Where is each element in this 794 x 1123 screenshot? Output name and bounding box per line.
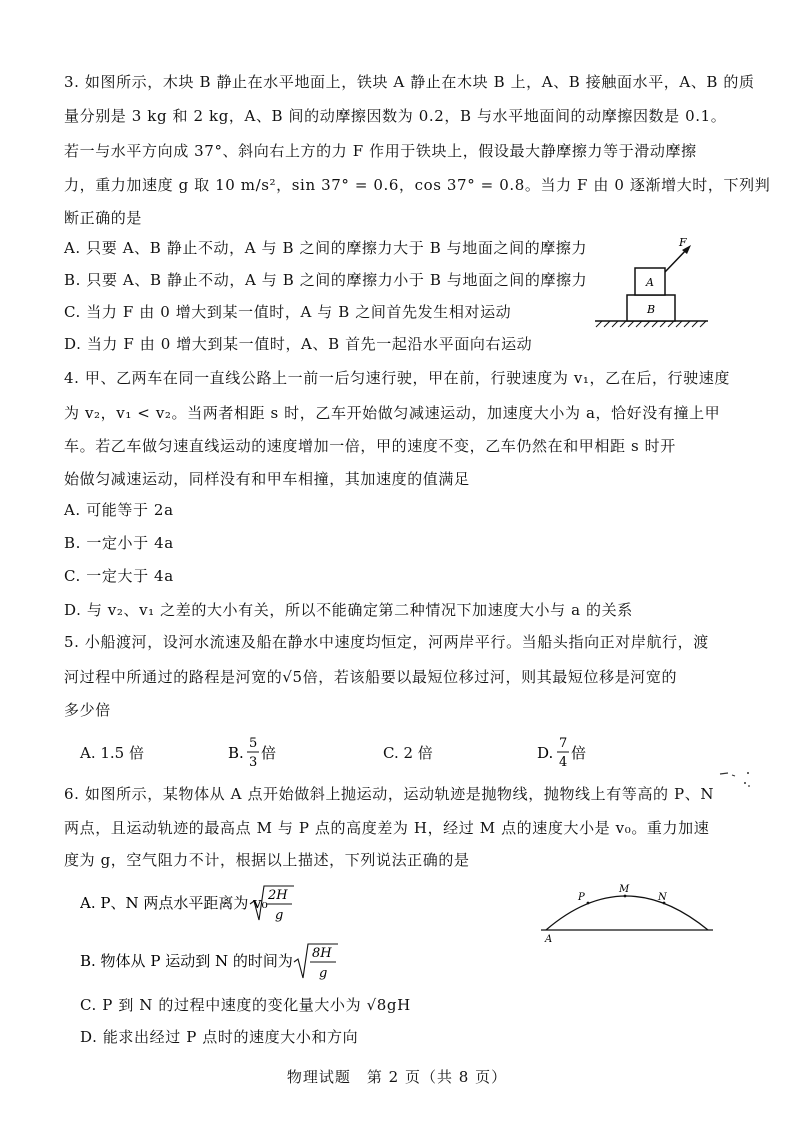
question-4-option-a: A. 可能等于 2a <box>64 501 174 519</box>
question-3-line-1: 3. 如图所示，木块 B 静止在水平地面上，铁块 A 静止在木块 B 上，A、B 接触面水平，A、B 的质 <box>64 73 755 91</box>
option-b-numerator: 8H <box>312 946 332 961</box>
question-4-option-d: D. 与 v₂、v₁ 之差的大小有关，所以不能确定第二种情况下加速度大小与 a 的关系 <box>64 601 633 619</box>
scan-speck-marks <box>718 770 758 792</box>
option-a-numerator: 2H <box>268 888 288 903</box>
figure-label-a: A <box>545 934 553 945</box>
question-4-option-b: B. 一定小于 4a <box>64 534 174 552</box>
question-5-line-2: 河过程中所通过的路程是河宽的√5倍，若该船要以最短位移过河，则其最短位移是河宽的 <box>64 668 678 686</box>
question-6-line-3: 度为 g，空气阻力不计，根据以上描述，下列说法正确的是 <box>64 851 470 869</box>
question-6-line-2: 两点，且运动轨迹的最高点 M 与 P 点的高度差为 H，经过 M 点的速度大小是 v₀。重力加速 <box>64 819 710 837</box>
question-3-line-5: 断正确的是 <box>64 209 143 227</box>
option-b-numerator: 5 <box>249 736 258 751</box>
question-5-option-b <box>228 732 298 772</box>
question-4-line-1: 4. 甲、乙两车在同一直线公路上一前一后匀速行驶，甲在前，行驶速度为 v₁，乙在后，行驶速度 <box>64 369 730 387</box>
question-6-option-a <box>80 880 340 926</box>
question-6-line-1: 6. 如图所示，某物体从 A 点开始做斜上抛运动，运动轨迹是抛物线，抛物线上有等高的 P、N <box>64 785 715 803</box>
question-3-option-d: D. 当力 F 由 0 增大到某一值时，A、B 首先一起沿水平面向右运动 <box>64 335 533 353</box>
question-5-option-a: A. 1.5 倍 <box>80 744 144 762</box>
option-b-prefix: B. <box>228 744 244 762</box>
question-5-line-1: 5. 小船渡河，设河水流速及船在静水中速度均恒定，河两岸平行。当船头指向正对岸航行，渡 <box>64 633 709 651</box>
question-4-line-4: 始做匀减速运动，同样没有和甲车相撞，其加速度的值满足 <box>64 470 470 488</box>
figure-label-a: A <box>646 276 654 289</box>
question-4-option-c: C. 一定大于 4a <box>64 567 174 585</box>
option-d-denominator: 4 <box>559 755 568 770</box>
option-a-denominator: g <box>275 908 284 923</box>
question-4-line-3: 车。若乙车做匀速直线运动的速度增加一倍，甲的速度不变，乙车仍然在和甲相距 s 时开 <box>64 437 676 455</box>
option-b-denominator: 3 <box>249 755 258 770</box>
option-d-suffix: 倍 <box>571 744 587 762</box>
question-5-option-d <box>537 732 607 772</box>
option-d-prefix: D. <box>537 744 554 762</box>
question-3-option-a: A. 只要 A、B 静止不动，A 与 B 之间的摩擦力大于 B 与地面之间的摩擦力 <box>64 239 588 257</box>
question-3-option-b: B. 只要 A、B 静止不动，A 与 B 之间的摩擦力小于 B 与地面之间的摩擦力 <box>64 271 588 289</box>
question-3-blocks-figure <box>590 230 720 330</box>
option-b-suffix: 倍 <box>261 744 277 762</box>
figure-label-p: P <box>578 892 585 903</box>
question-6-option-c: C. P 到 N 的过程中速度的变化量大小为 √8gH <box>80 996 411 1014</box>
option-b-denominator: g <box>319 966 328 981</box>
option-d-numerator: 7 <box>559 736 568 751</box>
question-4-line-2: 为 v₂，v₁ < v₂。当两者相距 s 时，乙车开始做匀减速运动，加速度大小为 a，恰好没有撞上甲 <box>64 404 721 422</box>
question-6-option-d: D. 能求出经过 P 点时的速度大小和方向 <box>80 1028 359 1046</box>
question-5-line-3: 多少倍 <box>64 701 111 719</box>
figure-label-m: M <box>619 884 630 895</box>
figure-label-b: B <box>647 303 656 316</box>
question-3-line-2: 量分别是 3 kg 和 2 kg，A、B 间的动摩擦因数为 0.2，B 与水平地面间的动摩擦因数是 0.1。 <box>64 107 727 125</box>
parabola-path <box>546 896 708 930</box>
option-a-text: A. P、N 两点水平距离为 v₀ <box>80 894 268 912</box>
question-6-option-b <box>80 938 360 984</box>
figure-label-f: F <box>679 236 687 249</box>
question-3-line-3: 若一与水平方向成 37°、斜向右上方的力 F 作用于铁块上，假设最大静摩擦力等于滑动摩擦 <box>64 142 697 160</box>
question-6-trajectory-figure <box>538 878 718 948</box>
question-3-line-4: 力，重力加速度 g 取 10 m/s²，sin 37° = 0.6，cos 37° = 0.8。当力 F 由 0 逐渐增大时，下列判 <box>64 176 771 194</box>
question-5-option-c: C. 2 倍 <box>383 744 433 762</box>
question-3-option-c: C. 当力 F 由 0 增大到某一值时，A 与 B 之间首先发生相对运动 <box>64 303 512 321</box>
option-b-text: B. 物体从 P 运动到 N 的时间为 <box>80 952 293 970</box>
page-footer: 物理试题 第 2 页（共 8 页） <box>286 1068 508 1086</box>
figure-label-n: N <box>658 892 667 903</box>
